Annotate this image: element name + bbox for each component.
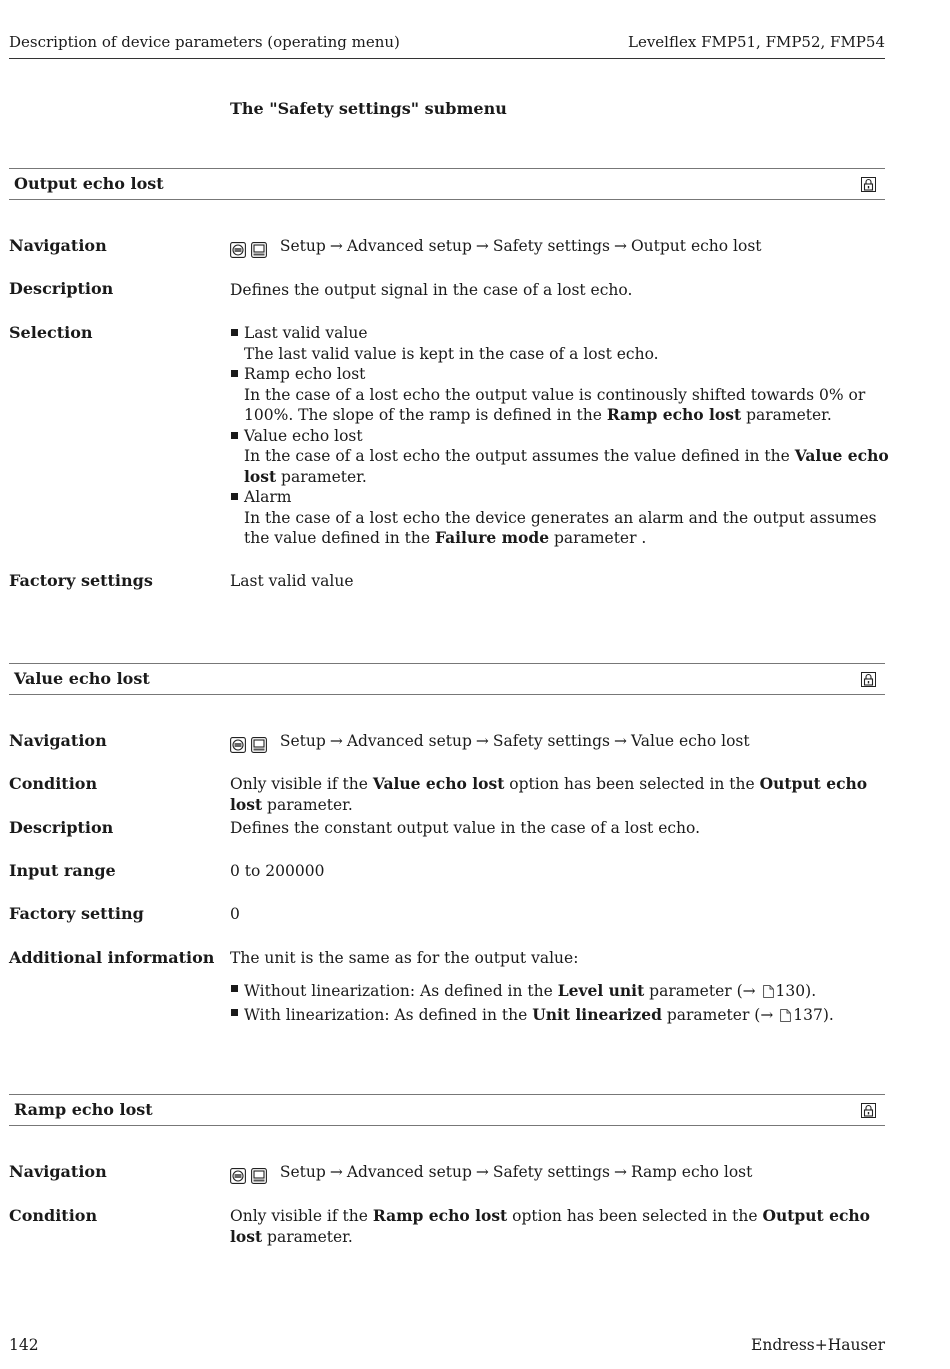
navigation-path — [230, 236, 890, 260]
lock-icon — [861, 177, 876, 192]
document-reference-icon — [780, 1009, 791, 1022]
factory-setting-value: 0 — [230, 905, 240, 923]
section-header-output-echo-lost — [9, 168, 885, 200]
document-reference-icon — [763, 985, 774, 998]
page-reference-link[interactable]: 137 — [793, 1005, 823, 1024]
submenu-title: The "Safety settings" submenu — [230, 99, 507, 118]
description-text: Defines the output signal in the case of a lost echo. — [230, 281, 633, 299]
section-title: Value echo lost — [14, 669, 150, 688]
additional-intro: The unit is the same as for the output value: — [230, 949, 579, 967]
label-condition: Condition — [9, 774, 98, 793]
operating-tool-icon — [251, 737, 267, 753]
header-divider — [9, 58, 885, 59]
option-name: Last valid value — [244, 324, 368, 342]
section-header-value-echo-lost — [9, 663, 885, 695]
section-title: Output echo lost — [14, 174, 164, 193]
lock-icon — [861, 672, 876, 687]
option-item — [230, 426, 890, 488]
option-description: The last valid value is kept in the case of a lost echo. — [244, 344, 659, 363]
label-description: Description — [9, 279, 114, 298]
label-input-range: Input range — [9, 861, 116, 880]
brand-name: Endress+Hauser — [751, 1336, 885, 1354]
nav-step-parameter: Output echo lost — [630, 237, 762, 255]
nav-arrow: → — [329, 1163, 343, 1181]
option-description: In the case of a lost echo the output value is continously shifted towards 0% or 100%. The slope of the ramp is defined in the Ramp echo lost parameter. — [244, 385, 866, 424]
page-number: 142 — [9, 1336, 39, 1354]
operating-tool-icon — [251, 242, 267, 258]
nav-step-safety-settings: Safety settings — [492, 1163, 610, 1181]
option-item — [230, 323, 890, 364]
nav-step-safety-settings: Safety settings — [492, 732, 610, 750]
label-condition: Condition — [9, 1206, 98, 1225]
navigation-path — [230, 731, 890, 755]
label-selection: Selection — [9, 323, 93, 342]
label-factory-settings: Factory settings — [9, 571, 153, 590]
nav-arrow: → — [475, 237, 489, 255]
nav-step-advanced-setup: Advanced setup — [346, 1163, 472, 1181]
input-range-value: 0 to 200000 — [230, 862, 325, 880]
onsite-display-icon — [230, 737, 246, 753]
onsite-display-icon — [230, 242, 246, 258]
label-navigation: Navigation — [9, 731, 107, 750]
factory-settings-value: Last valid value — [230, 572, 354, 590]
option-description: In the case of a lost echo the output assumes the value defined in the Value echo lost parameter. — [244, 446, 889, 486]
nav-arrow: → — [329, 237, 343, 255]
nav-arrow: → — [613, 1163, 627, 1181]
header-product-name: Levelflex FMP51, FMP52, FMP54 — [627, 33, 885, 51]
onsite-display-icon — [230, 1168, 246, 1184]
nav-step-setup: Setup — [279, 1163, 326, 1181]
additional-item: Without linearization: As defined in the Level unit parameter (→ 130). — [230, 979, 890, 1003]
option-item — [230, 487, 890, 549]
nav-arrow: → — [329, 732, 343, 750]
label-additional-information: Additional information — [9, 948, 215, 967]
nav-step-advanced-setup: Advanced setup — [346, 237, 472, 255]
header-doc-section: Description of device parameters (operating menu) — [9, 33, 400, 51]
nav-step-safety-settings: Safety settings — [492, 237, 610, 255]
nav-arrow: → — [475, 732, 489, 750]
nav-step-parameter: Value echo lost — [630, 732, 750, 750]
option-name: Value echo lost — [244, 426, 363, 445]
nav-step-advanced-setup: Advanced setup — [346, 732, 472, 750]
operating-tool-icon — [251, 1168, 267, 1184]
option-item — [230, 364, 890, 426]
nav-arrow: → — [613, 237, 627, 255]
nav-step-setup: Setup — [279, 237, 326, 255]
additional-information — [230, 948, 890, 1027]
section-title: Ramp echo lost — [14, 1100, 153, 1119]
nav-step-setup: Setup — [279, 732, 326, 750]
description-text: Defines the constant output value in the case of a lost echo. — [230, 819, 701, 837]
label-description: Description — [9, 818, 114, 837]
label-navigation: Navigation — [9, 1162, 107, 1181]
selection-options — [230, 323, 890, 549]
label-factory-setting: Factory setting — [9, 904, 144, 923]
nav-step-parameter: Ramp echo lost — [630, 1163, 753, 1181]
option-name: Alarm — [244, 488, 292, 506]
condition-text: Only visible if the Ramp echo lost option has been selected in the Output echo lost parameter. — [230, 1206, 870, 1246]
option-description: In the case of a lost echo the device generates an alarm and the output assumes the value defined in the Failure mode parameter . — [244, 508, 877, 547]
label-navigation: Navigation — [9, 236, 107, 255]
nav-arrow: → — [613, 732, 627, 750]
lock-icon — [861, 1103, 876, 1118]
page-reference-link[interactable]: 130 — [775, 981, 806, 1000]
option-name: Ramp echo lost — [244, 365, 366, 383]
section-header-ramp-echo-lost — [9, 1094, 885, 1126]
additional-item: With linearization: As defined in the Unit linearized parameter (→ 137). — [230, 1003, 890, 1027]
nav-arrow: → — [475, 1163, 489, 1181]
navigation-path — [230, 1162, 890, 1186]
condition-text: Only visible if the Value echo lost option has been selected in the Output echo lost parameter. — [230, 774, 868, 814]
